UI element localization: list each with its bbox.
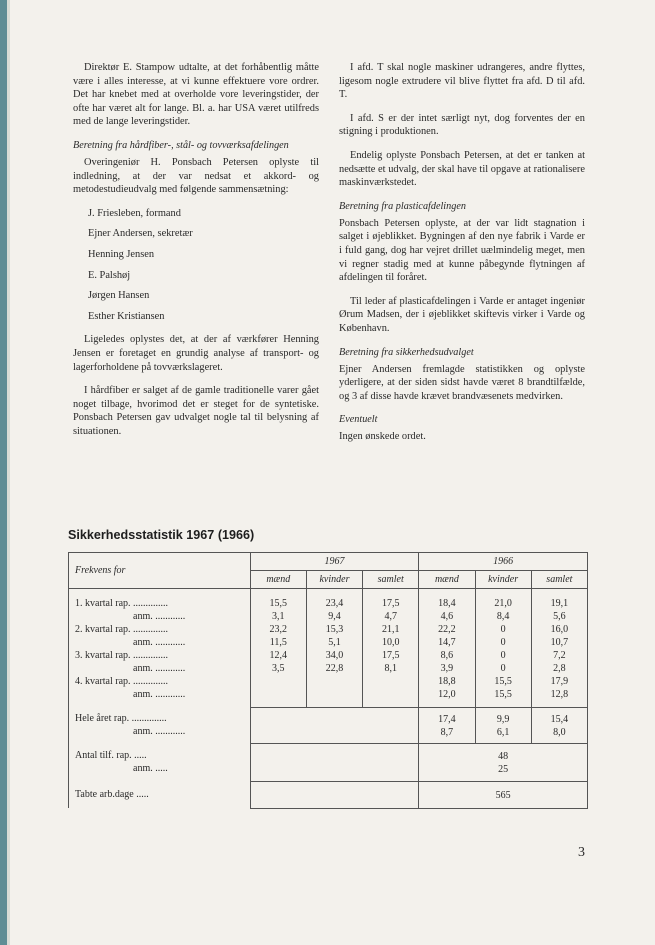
member-list xyxy=(88,207,319,324)
value: 0 xyxy=(500,650,506,661)
row-sublabel: anm. ............ xyxy=(133,611,186,622)
table-header-row xyxy=(69,553,588,571)
cell-1967-kvinder xyxy=(306,589,362,708)
value: 4,6 xyxy=(440,611,454,622)
value: 3,1 xyxy=(272,611,285,622)
value: 9,9 xyxy=(496,713,510,725)
row-label: 4. kvartal rap. .............. xyxy=(75,676,169,687)
value: 48 xyxy=(498,750,509,762)
cell-1967-antal-empty xyxy=(250,743,419,781)
section-heading: Eventuelt xyxy=(339,414,378,426)
value: 18,8 xyxy=(438,676,456,687)
paragraph: Til leder af plasticafdelingen i Varde er antaget ingeniør Ørum Madsen, der i øjeblikket skiftevis virker i Varde og København. xyxy=(339,295,585,334)
paragraph: Ingen ønskede ordet. xyxy=(339,431,426,443)
value: 18,4 xyxy=(438,598,456,609)
tabte-label xyxy=(69,781,251,808)
value: 5,6 xyxy=(553,611,566,622)
value: 15,5 xyxy=(494,689,512,700)
safety-statistics-table xyxy=(68,552,588,809)
value: 0 xyxy=(500,637,506,648)
value: 17,4 xyxy=(438,713,456,725)
value: 10,0 xyxy=(381,637,400,648)
paragraph: Ejner Andersen fremlagde statistikken og oplyste yderligere, at der siden sidst havde været 8 brandtilfælde, og 3 af disse havde krævet brandvæsenets medvirken. xyxy=(339,363,585,402)
col-header-maend: mænd xyxy=(250,571,306,589)
table-row-antal xyxy=(69,743,588,781)
col-header-maend: mænd xyxy=(419,571,475,589)
page-edge-highlight xyxy=(7,0,10,945)
col-header-kvinder: kvinder xyxy=(306,571,362,589)
value: 25 xyxy=(498,763,509,775)
right-column xyxy=(339,61,585,454)
paragraph: Endelig oplyste Ponsbach Petersen, at det er tanken at nedsætte et udvalg, der skal have til opgave at rationalisere maskinværkstedet. xyxy=(339,149,585,189)
left-column xyxy=(73,61,319,448)
year-header-1966: 1966 xyxy=(419,553,588,571)
table-row-year xyxy=(69,707,588,743)
value: 565 xyxy=(495,789,511,801)
antal-labels xyxy=(69,743,251,781)
frekvens-header: Frekvens for xyxy=(69,553,251,589)
value: 8,1 xyxy=(384,663,397,674)
table-row-tabte xyxy=(69,781,588,808)
list-item: Esther Kristiansen xyxy=(88,310,165,322)
value: 14,7 xyxy=(438,637,456,648)
page-edge-shadow xyxy=(0,0,7,945)
value: 3,5 xyxy=(272,663,285,674)
year-header-1967: 1967 xyxy=(250,553,419,571)
value: 4,7 xyxy=(384,611,397,622)
quarter-labels xyxy=(69,589,251,708)
value: 8,0 xyxy=(553,726,566,738)
paragraph: Ligeledes oplystes det, at der af værkfører Henning Jensen er foretaget en grundig analyse af transport- og lagerforholdene på tovværkslageret. xyxy=(73,334,319,373)
value: 15,4 xyxy=(550,713,569,725)
cell-1966-year-kvinder xyxy=(475,707,531,743)
section-heading: Beretning fra sikkerhedsudvalget xyxy=(339,346,474,358)
list-item: J. Friesleben, formand xyxy=(88,207,181,219)
value: 23,4 xyxy=(325,598,344,609)
row-label: 3. kvartal rap. .............. xyxy=(75,650,169,661)
row-label: 1. kvartal rap. .............. xyxy=(75,598,169,609)
value: 23,2 xyxy=(269,624,288,635)
list-item: Jørgen Hansen xyxy=(88,290,150,302)
row-label: Hele året rap. .............. xyxy=(75,713,167,724)
row-label: Tabte arb.dage ..... xyxy=(75,789,149,800)
value: 3,9 xyxy=(440,663,454,674)
value: 10,7 xyxy=(550,637,569,648)
row-sublabel: anm. ............ xyxy=(133,689,186,700)
row-label: Antal tilf. rap. ..... xyxy=(75,750,147,761)
year-labels xyxy=(69,707,251,743)
list-item: E. Palshøj xyxy=(88,269,131,281)
cell-1967-samlet xyxy=(363,589,419,708)
stats-title: Sikkerhedsstatistik 1967 (1966) xyxy=(68,528,255,542)
value: 12,4 xyxy=(269,650,288,661)
value: 11,5 xyxy=(269,637,287,648)
value: 9,4 xyxy=(328,611,341,622)
value: 2,8 xyxy=(553,663,566,674)
cell-1966-kvinder xyxy=(475,589,531,708)
value: 22,2 xyxy=(438,624,456,635)
value: 8,4 xyxy=(496,611,510,622)
cell-1966-samlet xyxy=(531,589,587,708)
value: 7,2 xyxy=(553,650,566,661)
cell-1967-maend xyxy=(250,589,306,708)
value: 21,1 xyxy=(381,624,400,635)
list-item: Henning Jensen xyxy=(88,248,155,260)
cell-1966-year-maend xyxy=(419,707,475,743)
value: 12,0 xyxy=(438,689,456,700)
value: 21,0 xyxy=(494,598,512,609)
row-sublabel: anm. ............ xyxy=(133,637,186,648)
col-header-kvinder: kvinder xyxy=(475,571,531,589)
value: 6,1 xyxy=(496,726,510,738)
value: 15,5 xyxy=(494,676,512,687)
paragraph: Direktør E. Stampow udtalte, at det forhåbentlig måtte være i alles interesse, at vi kunne effektuere vore ordrer. Det har knebet med at overholde vore leveringstider, der ofte har været alt for lange. Bl. a. har USA været utilfreds med de lange leveringstider. xyxy=(73,62,319,128)
value: 17,5 xyxy=(381,650,400,661)
paragraph: I afd. T skal nogle maskiner udrangeres, andre flyttes, ligesom nogle extrudere vil blive flyttet fra afd. D til afd. T. xyxy=(339,62,585,101)
row-sublabel: anm. ..... xyxy=(133,763,168,774)
page-number: 3 xyxy=(578,845,585,860)
value: 17,9 xyxy=(550,676,569,687)
value: 15,5 xyxy=(269,598,288,609)
value: 22,8 xyxy=(325,663,344,674)
cell-1966-year-samlet xyxy=(531,707,587,743)
col-header-samlet: samlet xyxy=(531,571,587,589)
value: 0 xyxy=(500,624,506,635)
cell-1966-maend xyxy=(419,589,475,708)
cell-1967-year-empty xyxy=(250,707,419,743)
table-row-quarters xyxy=(69,589,588,708)
col-header-samlet: samlet xyxy=(363,571,419,589)
list-item: Ejner Andersen, sekretær xyxy=(88,228,193,240)
value: 19,1 xyxy=(550,598,569,609)
paragraph: Overingeniør H. Ponsbach Petersen oplyste til indledning, at der var nedsat et akkord- og metodestudieudvalg med følgende sammensætning: xyxy=(73,156,319,196)
value: 8,6 xyxy=(440,650,454,661)
value: 34,0 xyxy=(325,650,344,661)
value: 12,8 xyxy=(550,689,569,700)
value: 0 xyxy=(500,663,506,674)
section-heading: Beretning fra hårdfiber-, stål- og tovværksafdelingen xyxy=(73,139,289,151)
section-heading: Beretning fra plasticafdelingen xyxy=(339,200,466,212)
cell-1966-antal xyxy=(419,743,588,781)
row-label: 2. kvartal rap. .............. xyxy=(75,624,169,635)
value: 5,1 xyxy=(328,637,341,648)
value: 17,5 xyxy=(381,598,400,609)
value: 15,3 xyxy=(325,624,344,635)
value: 16,0 xyxy=(550,624,569,635)
cell-1967-tabte-empty xyxy=(250,781,419,808)
paragraph: I hårdfiber er salget af de gamle traditionelle varer gået noget tilbage, hvorimod det er steget for de syntetiske. Ponsbach Petersen gav udvalget nogle tal til belysning af situationen. xyxy=(73,385,319,437)
paragraph: I afd. S er der intet særligt nyt, dog forventes der en stigning i produktionen. xyxy=(339,112,585,138)
value: 8,7 xyxy=(440,726,454,738)
cell-1966-tabte xyxy=(419,781,588,808)
row-sublabel: anm. ............ xyxy=(133,726,186,737)
paragraph: Ponsbach Petersen oplyste, at der var lidt stagnation i salget i øjeblikket. Bygningen af den nye fabrik i Varde er i fuld gang, dog har vejret drillet uælmindelig meget, men vi regner stadig med at kunne påbegynde flytningen af afdelingen til foråret. xyxy=(339,217,585,284)
row-sublabel: anm. ............ xyxy=(133,663,186,674)
